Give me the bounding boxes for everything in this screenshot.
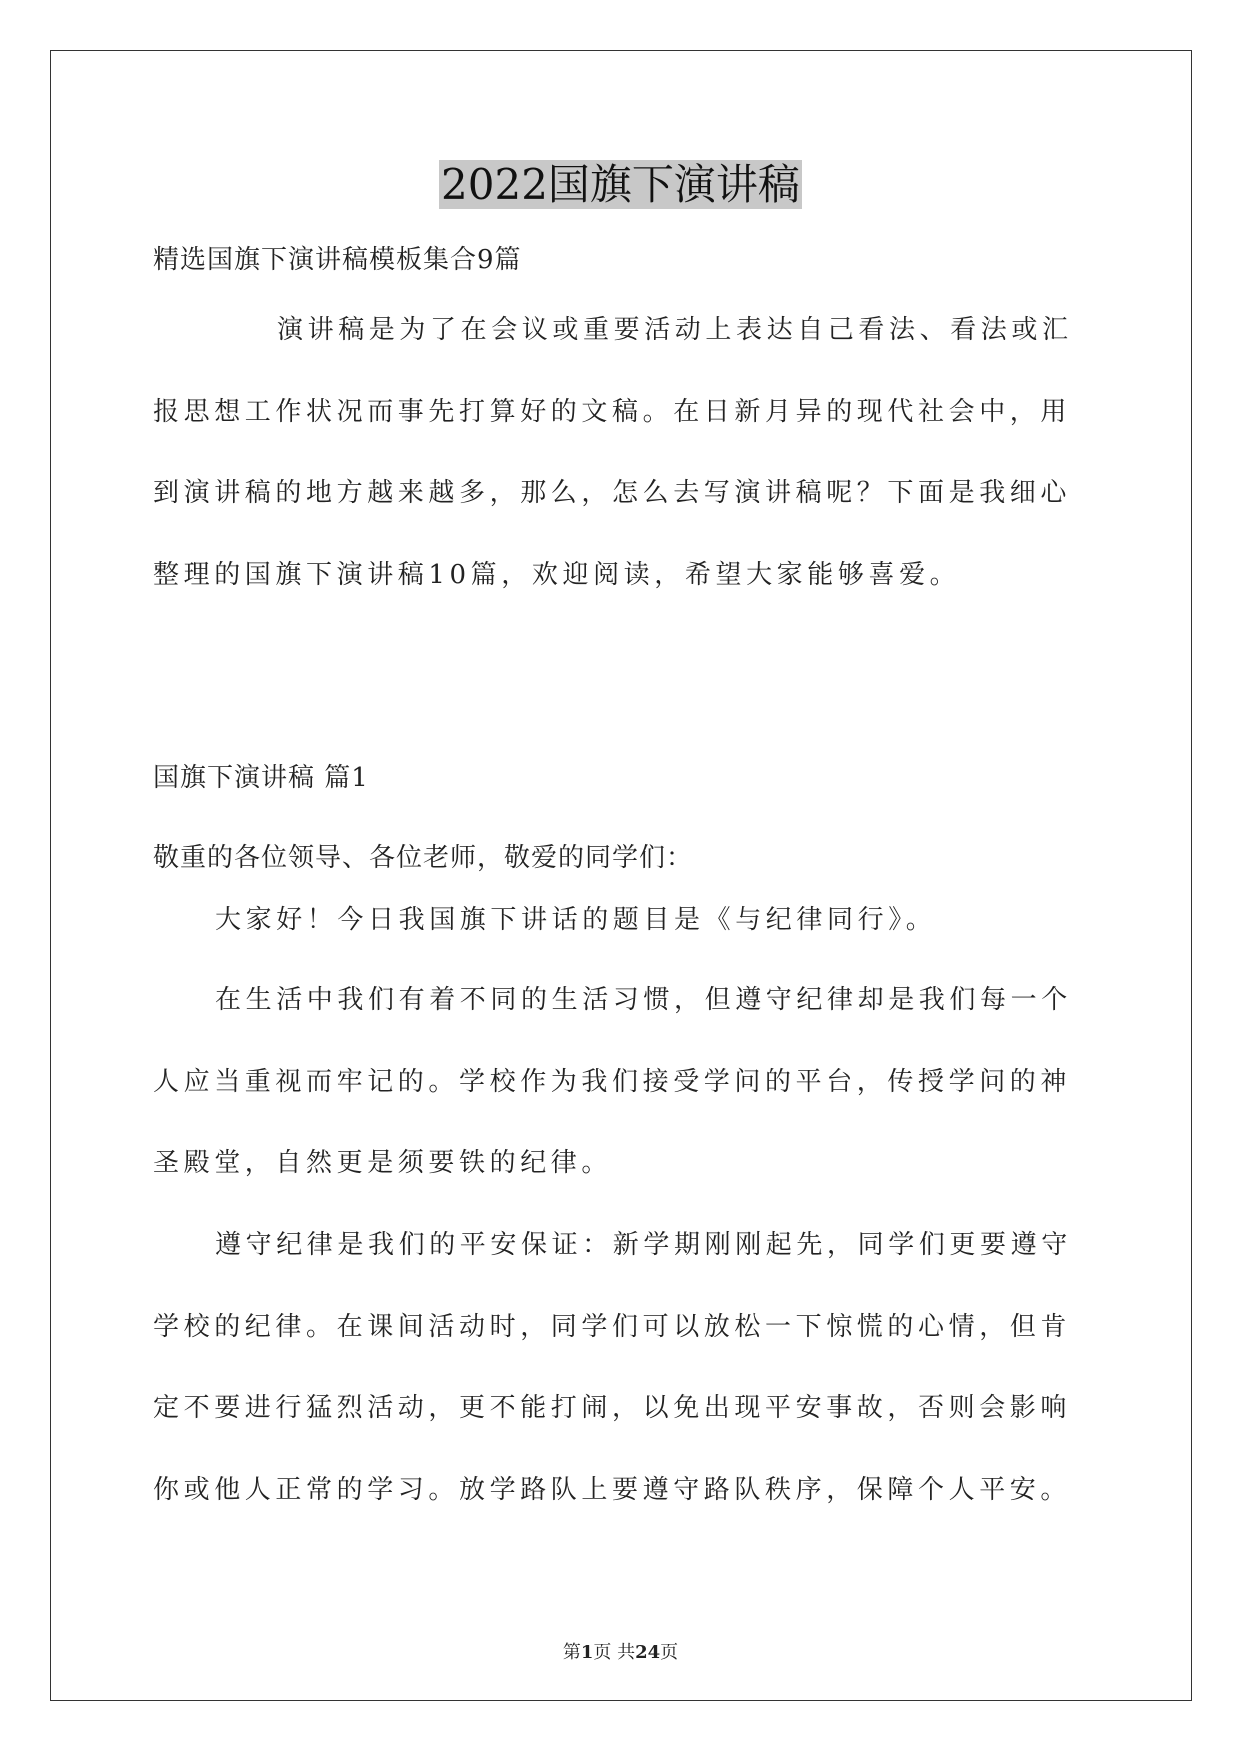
intro-line: 到演讲稿的地方越来越多，那么，怎么去写演讲稿呢？下面是我细心	[153, 478, 1072, 508]
page-total: 24	[635, 1642, 661, 1663]
footer-mid: 页 共	[593, 1642, 636, 1663]
document-title-text: 2022国旗下演讲稿	[441, 160, 800, 209]
body-paragraph-1	[153, 960, 1089, 1205]
intro-line: 演讲稿是为了在会议或重要活动上表达自己看法、看法或汇	[277, 315, 1073, 345]
body-line: 定不要进行猛烈活动，更不能打闹，以免出现平安事故，否则会影响	[153, 1393, 1072, 1423]
body-line: 人应当重视而牢记的。学校作为我们接受学问的平台，传授学问的神	[153, 1066, 1072, 1097]
intro-line: 整理的国旗下演讲稿10篇，欢迎阅读，希望大家能够喜爱。	[153, 559, 961, 590]
intro-line: 报思想工作状况而事先打算好的文稿。在日新月异的现代社会中，用	[153, 396, 1072, 427]
page-number: 1	[580, 1642, 594, 1663]
body-line: 在生活中我们有着不同的生活习惯，但遵守纪律却是我们每一个	[215, 985, 1072, 1015]
greeting-line: 大家好！今日我国旗下讲话的题目是《与纪律同行》。	[215, 905, 937, 935]
section-title: 国旗下演讲稿 篇1	[153, 763, 369, 793]
salutation: 敬重的各位领导、各位老师，敬爱的同学们：	[153, 843, 694, 873]
footer-prefix: 第	[562, 1642, 581, 1663]
document-title	[0, 155, 1241, 215]
document-subtitle: 精选国旗下演讲稿模板集合9篇	[153, 245, 522, 275]
body-line: 你或他人正常的学习。放学路队上要遵守路队秩序，保障个人平安。	[153, 1474, 1072, 1505]
greeting-paragraph	[153, 880, 1089, 962]
body-line: 学校的纪律。在课间活动时，同学们可以放松一下惊慌的心情，但肯	[153, 1311, 1072, 1342]
body-line: 遵守纪律是我们的平安保证：新学期刚刚起先，同学们更要遵守	[215, 1230, 1072, 1260]
page-footer	[0, 1638, 1241, 1664]
body-line: 圣殿堂，自然更是须要铁的纪律。	[153, 1148, 613, 1178]
body-paragraph-2	[153, 1205, 1089, 1531]
intro-paragraph	[153, 290, 1089, 616]
footer-suffix: 页	[660, 1642, 679, 1663]
